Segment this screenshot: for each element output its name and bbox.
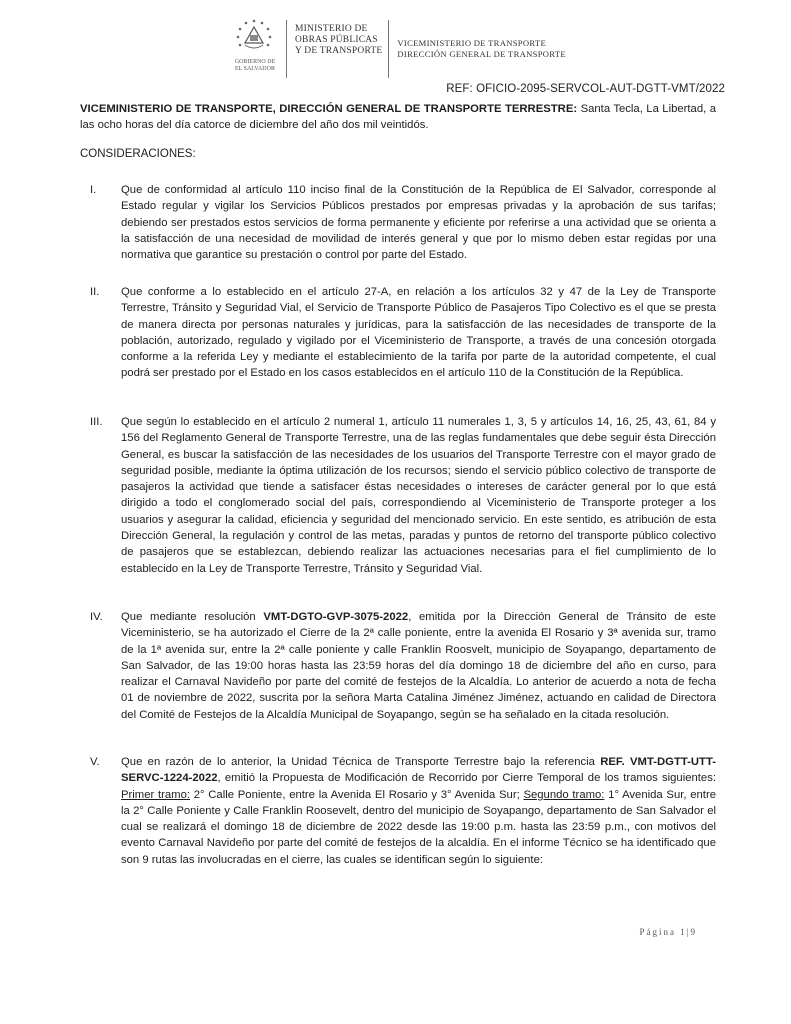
item-text-post: 1° Avenida Sur, entre la 2° Calle Poniente y Calle Franklin Roosevelt, dentro del municipio de Soyapango, departamento de San Salvador el cual se realizará el domingo 18 de diciembre de 2022 desde las 19:00 p.m. hasta las 23:59 p.m., con motivos del evento Carnaval Navideño por parte del comité de festejos de la alcaldía. En el informe Técnico se ha identificado que son 9 rutas las involucradas en el cierre, las cuales se identifican según lo siguiente:	[121, 788, 716, 866]
seal-caption-line: EL SALVADOR	[235, 65, 275, 72]
reference-number: REF: OFICIO-2095-SERVCOL-AUT-DGTT-VMT/2022	[446, 83, 725, 95]
item-number: I.	[90, 184, 97, 196]
item-text: Que según lo establecido en el artículo 2 numeral 1, artículo 11 numerales 1, 3, 5 y artículos 14, 16, 25, 43, 61, 84 y 156 del Reglamento General de Transporte Terrestre, una de las reglas fundamentales que debe seguir ésta Dirección General, es buscar la satisfacción de las necesidades de los usuarios del Transporte Terrestre con el mayor grado de seguridad posible, mediante la óptima utilización de los recursos; siendo el servicio público colectivo de transporte de pasajeros la actividad que tiende a satisfacer éstas necesidades o intereses de carácter general por lo que está dirigido a todo el conglomerado social del país, correspondiendo al Viceministerio de Transporte proteger a los usuarios y asegurar la calidad, eficiencia y seguridad del mencionado servicio. En este sentido, es atribución de esta Dirección General, la regulación y control de las metas, paradas y puntos de retorno del transporte público colectivo de pasajeros que se establezcan, debiendo realizar las actuaciones necesarias para el fiel cumplimiento de lo establecido en la Ley de Transporte Terrestre, Tránsito y Seguridad Vial.	[121, 416, 716, 575]
ministry-line: OBRAS PÚBLICAS	[295, 35, 378, 45]
vice-line: VICEMINISTERIO DE TRANSPORTE	[397, 38, 546, 48]
item-number: V.	[90, 756, 100, 768]
ministry-line: MINISTERIO DE	[295, 24, 368, 34]
seal-caption	[228, 59, 282, 72]
seal-caption-line: GOBIERNO DE	[234, 59, 276, 65]
intro-bold: VICEMINISTERIO DE TRANSPORTE, DIRECCIÓN GENERAL DE TRANSPORTE TERRESTRE:	[80, 103, 578, 115]
item-number: II.	[90, 286, 100, 298]
item-text	[121, 754, 716, 868]
item-text-pre: Que mediante resolución	[121, 611, 264, 623]
item-text-post: , emitida por la Dirección General de Tránsito de este Viceministerio, se ha autorizado el Cierre de la 2ª calle poniente, entre la avenida El Rosario y 3ª avenida sur, tramo de la 1ª avenida sur, entre la 2ª calle poniente y calle Franklin Roosvelt, municipio de Soyapango, departamento de San Salvador, de las 19:00 horas hasta las 23:59 horas del día domingo 18 de diciembre del año en curso, para realizar el Carnaval Navideño por parte del comité de festejos de la Alcaldía. Lo anterior de acuerdo a nota de fecha 01 de noviembre de 2022, suscrita por la señora Marta Catalina Jiménez Jiménez, actuando en calidad de Directora del Comité de Festejos de la Alcaldía Municipal de Soyapango, según se ha señalado en la citada resolución.	[121, 611, 716, 721]
item-text: Que conforme a lo establecido en el artículo 27-A, en relación a los artículos 32 y 47 de la Ley de Transporte Terrestre, Tránsito y Seguridad Vial, el Servicio de Transporte Público de Pasajeros Tipo Colectivo es el que se presta de manera directa por personas naturales y jurídicas, para la satisfacción de las necesidades de transporte de la población, autorizado, regulado y vigilado por el Viceministerio de Transporte, a través de una concesión otorgada conforme a la referida Ley y mediante el establecimiento de la tarifa por parte de la autoridad competente, el cual podrá ser prestado por el Estado en los casos establecidos en el artículo 110 de la Constitución de la República.	[121, 286, 716, 380]
ministry-line: Y DE TRANSPORTE	[295, 46, 383, 56]
vice-line: DIRECCIÓN GENERAL DE TRANSPORTE	[397, 49, 566, 59]
ministry-name	[287, 16, 388, 57]
item-text-pre: Que en razón de lo anterior, la Unidad Técnica de Transporte Terrestre bajo la referencia	[121, 756, 601, 768]
item-number: III.	[90, 416, 103, 428]
resolution-number: VMT-DGTO-GVP-3075-2022	[263, 611, 409, 623]
item-text	[121, 609, 716, 723]
item-text-mid: , emitió la Propuesta de Modificación de Recorrido por Cierre Temporal de los tramos siguientes:	[217, 772, 716, 785]
utt-reference: REF. VMT-DGTT-UTT-SERVC-1224-2022	[121, 756, 716, 785]
first-segment-label: Primer tramo:	[121, 788, 191, 801]
seal-icon	[234, 18, 274, 58]
second-segment-label: Segundo tramo:	[523, 788, 605, 801]
intro-paragraph	[80, 101, 716, 134]
page-number: Página 1|9	[639, 927, 697, 937]
first-segment-text: 2° Calle Poniente, entre la Avenida El Rosario y 3° Avenida Sur;	[190, 788, 524, 801]
item-number: IV.	[90, 611, 103, 623]
section-heading: CONSIDERACIONES:	[80, 148, 196, 160]
item-text: Que de conformidad al artículo 110 inciso final de la Constitución de la República de El Salvador, corresponde al Estado regular y vigilar los Servicios Públicos prestados por empresas privadas y la aprobación de sus tarifas; debiendo ser prestados estos servicios de forma permanente y eficiente por referirse a una actividad que se orienta a la satisfacción de una necesidad de movilidad de interés general y que por lo mismo deben estar regidas por una normativa que garantice su prestación o control por parte del Estado.	[121, 184, 716, 262]
intro-text: Santa Tecla, La Libertad, a las ocho horas del día catorce de diciembre del año dos mil veintidós.	[80, 103, 716, 132]
vice-ministry-name	[389, 16, 566, 60]
letterhead	[228, 16, 566, 80]
government-seal	[228, 16, 282, 76]
